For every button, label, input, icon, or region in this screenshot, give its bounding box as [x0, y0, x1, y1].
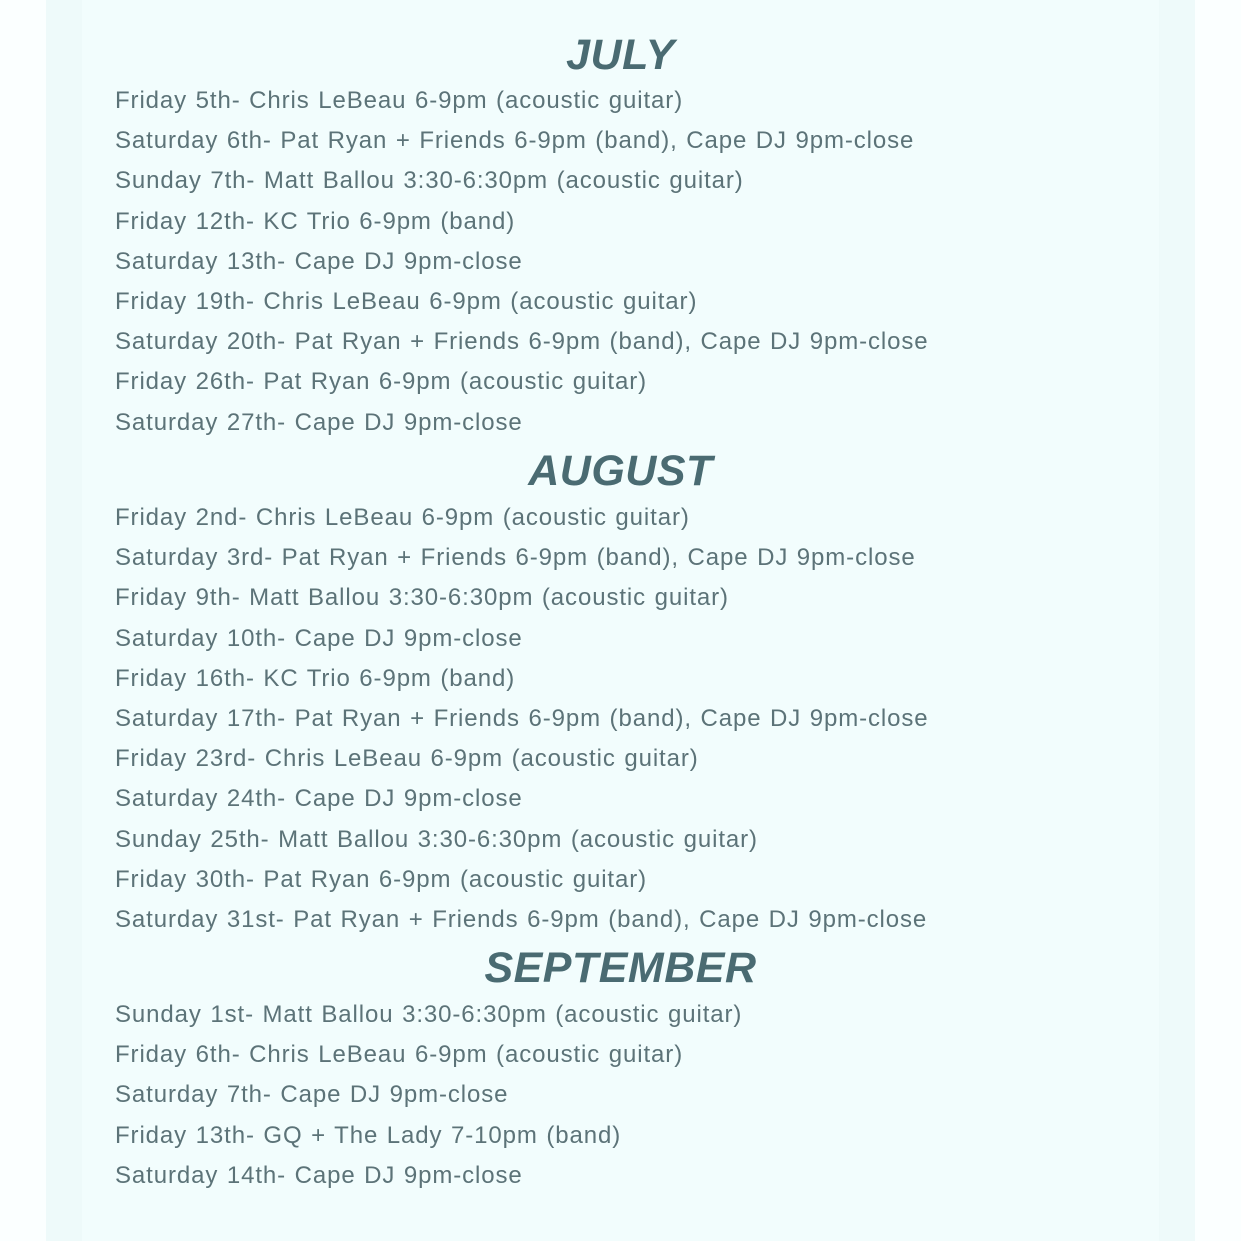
month-heading-july: JULY: [566, 31, 675, 79]
right-margin-strip: [1195, 0, 1241, 1241]
event-line: Friday 9th- Matt Ballou 3:30-6:30pm (acoustic guitar): [115, 584, 729, 612]
event-list-august: [115, 498, 929, 940]
event-line: Sunday 1st- Matt Ballou 3:30-6:30pm (acoustic guitar): [115, 1001, 743, 1028]
event-line: Saturday 24th- Cape DJ 9pm-close: [115, 785, 523, 813]
event-line: Saturday 27th- Cape DJ 9pm-close: [115, 408, 523, 436]
event-line: Saturday 10th- Cape DJ 9pm-close: [115, 624, 523, 652]
left-inner-strip: [46, 0, 82, 1241]
event-line: Friday 23rd- Chris LeBeau 6-9pm (acoustic guitar): [115, 745, 699, 773]
event-list-september: [115, 995, 742, 1196]
event-line: Friday 2nd- Chris LeBeau 6-9pm (acoustic guitar): [115, 504, 690, 531]
event-line: Sunday 7th- Matt Ballou 3:30-6:30pm (acoustic guitar): [115, 167, 744, 195]
event-line: Saturday 7th- Cape DJ 9pm-close: [115, 1081, 509, 1109]
left-margin-strip: [0, 0, 46, 1241]
event-line: Friday 12th- KC Trio 6-9pm (band): [115, 207, 516, 235]
event-line: Saturday 31st- Pat Ryan + Friends 6-9pm (band), Cape DJ 9pm-close: [115, 905, 928, 933]
month-heading-september: SEPTEMBER: [484, 944, 757, 992]
event-line: Friday 26th- Pat Ryan 6-9pm (acoustic guitar): [115, 368, 648, 396]
event-line: Friday 5th- Chris LeBeau 6-9pm (acoustic guitar): [115, 87, 684, 114]
event-line: Friday 30th- Pat Ryan 6-9pm (acoustic guitar): [115, 865, 648, 893]
event-line: Saturday 13th- Cape DJ 9pm-close: [115, 247, 523, 275]
event-line: Saturday 14th- Cape DJ 9pm-close: [115, 1161, 523, 1189]
event-line: Friday 6th- Chris LeBeau 6-9pm (acoustic guitar): [115, 1041, 684, 1069]
event-line: Saturday 17th- Pat Ryan + Friends 6-9pm (band), Cape DJ 9pm-close: [115, 704, 929, 732]
event-line: Saturday 3rd- Pat Ryan + Friends 6-9pm (band), Cape DJ 9pm-close: [115, 544, 916, 572]
event-line: Friday 16th- KC Trio 6-9pm (band): [115, 664, 516, 692]
event-line: Saturday 20th- Pat Ryan + Friends 6-9pm (band), Cape DJ 9pm-close: [115, 328, 929, 356]
event-line: Saturday 6th- Pat Ryan + Friends 6-9pm (band), Cape DJ 9pm-close: [115, 127, 915, 155]
month-heading-august: AUGUST: [528, 447, 713, 495]
event-list-july: [115, 81, 929, 443]
event-line: Sunday 25th- Matt Ballou 3:30-6:30pm (acoustic guitar): [115, 825, 758, 853]
event-line: Friday 13th- GQ + The Lady 7-10pm (band): [115, 1121, 622, 1149]
right-inner-strip: [1159, 0, 1195, 1241]
event-line: Friday 19th- Chris LeBeau 6-9pm (acoustic guitar): [115, 287, 698, 315]
